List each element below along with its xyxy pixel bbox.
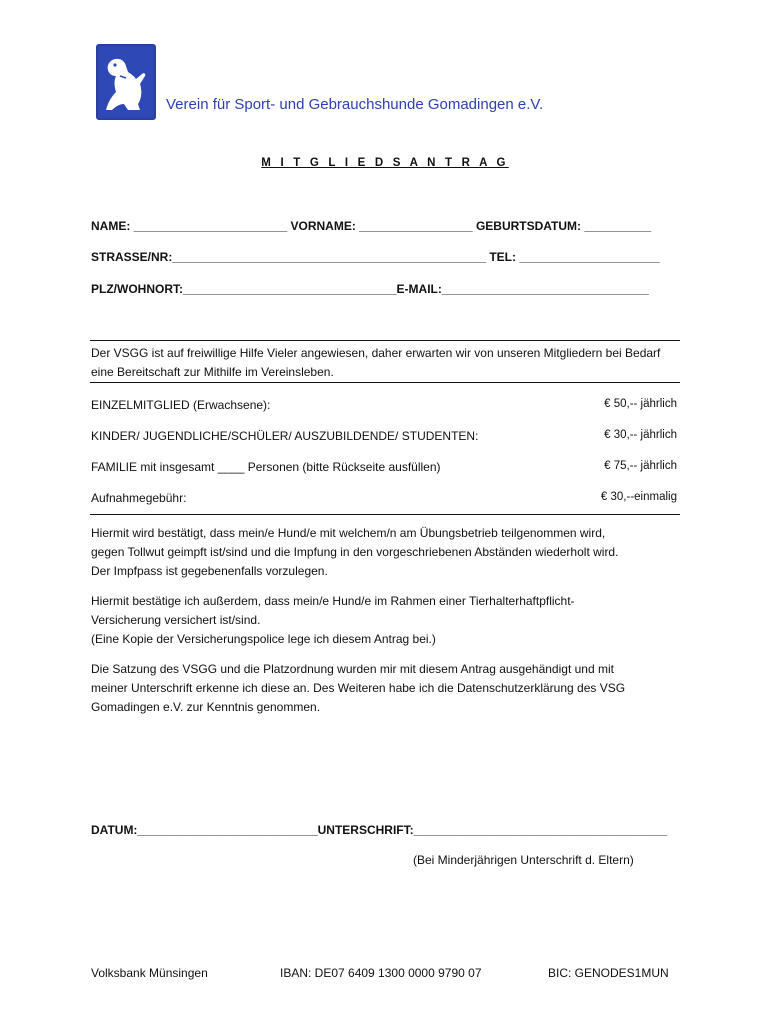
fee-price-admission: € 30,--einmalig bbox=[600, 491, 677, 503]
signature-note: (Bei Minderjährigen Unterschrift d. Eltern) bbox=[413, 853, 634, 867]
paragraph-line: Die Satzung des VSGG und die Platzordnung wurden mir mit diesem Antrag ausgehändigt und mit bbox=[91, 662, 614, 676]
form-title: M I T G L I E D S A N T R A G bbox=[261, 157, 509, 169]
fee-label-family: FAMILIE mit insgesamt ____ Personen (bitte Rückseite ausfüllen) bbox=[91, 460, 441, 474]
paragraph-line: Gomadingen e.V. zur Kenntnis genommen. bbox=[91, 700, 321, 714]
divider-top bbox=[90, 340, 680, 341]
paragraph-line: Hiermit bestätige ich außerdem, dass mein/e Hund/e im Rahmen einer Tierhalterhaftpflicht- bbox=[91, 594, 575, 608]
paragraph-line: (Eine Kopie der Versicherungspolice lege ich diesem Antrag bei.) bbox=[91, 632, 436, 646]
divider-middle bbox=[90, 382, 680, 383]
dog-logo-icon bbox=[96, 44, 156, 120]
fee-label-admission: Aufnahmegebühr: bbox=[91, 491, 187, 505]
field-row-city[interactable]: PLZ/WOHNORT:________________________________E-MAIL:_______________________________ bbox=[91, 282, 649, 296]
footer-bic: BIC: GENODES1MUN bbox=[548, 966, 669, 980]
intro-text: Der VSGG ist auf freiwillige Hilfe Vieler angewiesen, daher erwarten wir von unseren Mitgliedern bei Bedarf eine Bereitschaft zur Mithilfe im Vereinsleben. bbox=[91, 346, 661, 379]
fee-price-family: € 75,-- jährlich bbox=[604, 460, 677, 472]
fee-price-single: € 50,-- jährlich bbox=[604, 398, 677, 410]
footer-bank: Volksbank Münsingen bbox=[91, 966, 208, 980]
paragraph-line: Versicherung versichert ist/sind. bbox=[91, 613, 261, 627]
footer-iban: IBAN: DE07 6409 1300 0000 9790 07 bbox=[280, 966, 482, 980]
paragraph-line: gegen Tollwut geimpft ist/sind und die Impfung in den vorgeschriebenen Abständen wiederholt wird. bbox=[91, 545, 619, 559]
club-name: Verein für Sport- und Gebrauchshunde Gomadingen e.V. bbox=[166, 96, 544, 113]
paragraph-line: Der Impfpass ist gegebenenfalls vorzulegen. bbox=[91, 564, 328, 578]
fee-price-youth: € 30,-- jährlich bbox=[604, 429, 677, 441]
field-row-name[interactable]: NAME: _______________________ VORNAME: _________________ GEBURTSDATUM: __________ bbox=[91, 219, 652, 233]
paragraph-insurance bbox=[91, 592, 681, 649]
signature-line[interactable]: DATUM:___________________________UNTERSCHRIFT:______________________________________ bbox=[91, 823, 668, 837]
paragraph-line: Hiermit wird bestätigt, dass mein/e Hund/e mit welchem/n am Übungsbetrieb teilgenommen wird, bbox=[91, 526, 606, 540]
paragraph-statutes bbox=[91, 660, 681, 717]
fee-label-single: EINZELMITGLIED (Erwachsene): bbox=[91, 398, 271, 412]
fee-label-youth: KINDER/ JUGENDLICHE/SCHÜLER/ AUSZUBILDENDE/ STUDENTEN: bbox=[91, 429, 479, 443]
divider-bottom bbox=[90, 514, 680, 515]
paragraph-line: meiner Unterschrift erkenne ich diese an. Des Weiteren habe ich die Datenschutzerklärung des VSG bbox=[91, 681, 626, 695]
paragraph-vaccination bbox=[91, 524, 681, 581]
field-row-street[interactable]: STRASSE/NR:_______________________________________________ TEL: _____________________ bbox=[91, 250, 660, 264]
